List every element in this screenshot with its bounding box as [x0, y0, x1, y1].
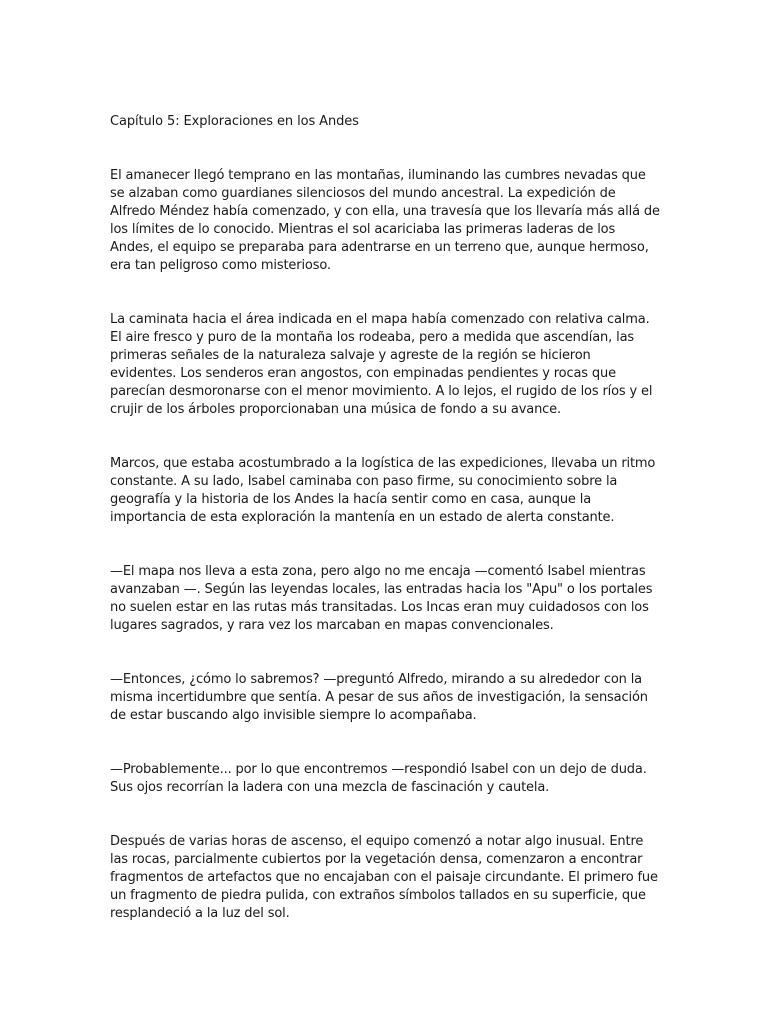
paragraph: El amanecer llegó temprano en las montañas, iluminando las cumbres nevadas que se alzaban como guardianes silenciosos del mundo ancestral. La expedición de Alfredo Méndez había comenzado, y con ella, una travesía que los llevaría más allá de los límites de lo conocido. Mientras el sol acariciaba las primeras laderas de los Andes, el equipo se preparaba para adentrarse en un terreno que, aunque hermoso, era tan peligroso como misterioso. [110, 168, 660, 273]
paragraph: La caminata hacia el área indicada en el mapa había comenzado con relativa calma. El aire fresco y puro de la montaña los rodeaba, pero a medida que ascendían, las primeras señales de la naturaleza salvaje y agreste de la región se hicieron evidentes. Los senderos eran angostos, con empinadas pendientes y rocas que parecían desmoronarse con el menor movimiento. A lo lejos, el rugido de los ríos y el crujir de los árboles proporcionaban una música de fondo a su avance. [110, 312, 653, 417]
paragraph: —Entonces, ¿cómo lo sabremos? —preguntó Alfredo, mirando a su alrededor con la misma incertidumbre que sentía. A pesar de sus años de investigación, la sensación de estar buscando algo invisible siempre lo acompañaba. [110, 672, 648, 723]
paragraph: Marcos, que estaba acostumbrado a la logística de las expediciones, llevaba un ritmo constante. A su lado, Isabel caminaba con paso firme, su conocimiento sobre la geografía y la historia de los Andes la hacía sentir como en casa, aunque la importancia de esta exploración la mantenía en un estado de alerta constante. [110, 456, 656, 525]
chapter-title: Capítulo 5: Exploraciones en los Andes [110, 114, 359, 129]
paragraph: —Probablemente... por lo que encontremos —respondió Isabel con un dejo de duda. Sus ojos recorrían la ladera con una mezcla de fascinación y cautela. [110, 762, 647, 795]
document-body [110, 113, 660, 959]
paragraph: —El mapa nos lleva a esta zona, pero algo no me encaja —comentó Isabel mientras avanzaban —. Según las leyendas locales, las entradas hacia los "Apu" o los portales no suelen estar en las rutas más transitadas. Los Incas eran muy cuidadosos con los lugares sagrados, y rara vez los marcaban en mapas convencionales. [110, 564, 653, 633]
paragraph: Después de varias horas de ascenso, el equipo comenzó a notar algo inusual. Entre las rocas, parcialmente cubiertos por la vegetación densa, comenzaron a encontrar fragmentos de artefactos que no encajaban con el paisaje circundante. El primero fue un fragmento de piedra pulida, con extraños símbolos tallados en su superficie, que resplandeció a la luz del sol. [110, 834, 658, 921]
